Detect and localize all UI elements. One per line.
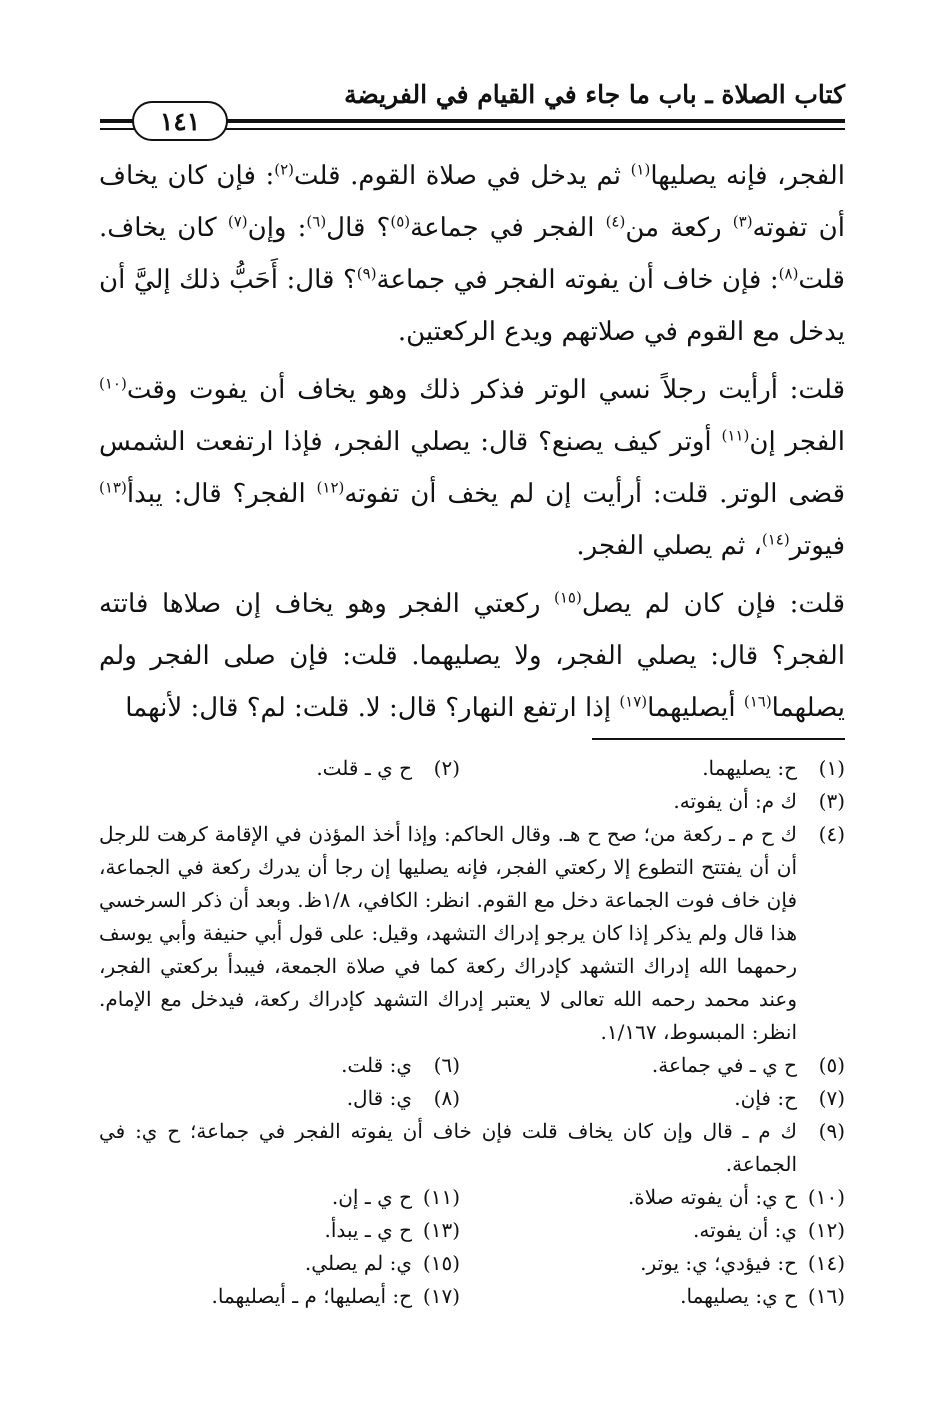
footnote-marker: (٦) — [306, 212, 327, 231]
footnotes-section — [99, 752, 845, 1313]
footnote-number: (١٤) — [807, 1251, 845, 1275]
footnote-marker: (٨) — [778, 264, 799, 283]
paragraph-text-run: الفجر إن — [749, 427, 845, 457]
footnote-row — [99, 1181, 845, 1214]
footnote-marker: (٤) — [605, 212, 626, 231]
footnote-row — [99, 785, 845, 818]
footnote-number: (٢) — [433, 756, 460, 780]
footnote-number: (٨) — [433, 1086, 460, 1110]
paragraph-text-run: ركعتي الفجر وهو يخاف إن صلاها فاتته الفجر؟ قال: يصلي الفجر، ولا يصليهما. قلت: فإن صلى الفجر ولم يصلهما — [99, 589, 845, 723]
running-header-title: كتاب الصلاة ـ باب ما جاء في القيام في الفريضة — [344, 80, 845, 109]
paragraph-text-run: قلت: فإن كان لم يصل — [581, 589, 846, 619]
paragraph-text-run: الفجر في جماعة — [410, 213, 606, 243]
footnote-text: ي: قلت. — [341, 1053, 412, 1077]
footnote-marker: (١٢) — [316, 478, 345, 497]
paragraph-text-run: : فإن خاف أن يفوته الفجر في جماعة — [376, 265, 779, 295]
footnote-number: (١٠) — [807, 1185, 845, 1209]
footnote-text: ك ح م ـ ركعة من؛ صح ح هـ. وقال الحاكم: وإذا أخذ المؤذن في الإقامة كرهت للرجل أن أن يفتتح التطوع إلا ركعتي الفجر، فإنه يصليها إن رجا أن يدرك ركعة في الجماعة، فإن خاف فوت الجماعة دخل مع القوم. انظر: الكافي، ١/٨ظ. وبعد أن ذكر السرخسي هذا قال ولم يذكر إذا كان يرجو إدراك التشهد، وقيل: على قول أبي حنيفة وأبي يوسف رحمهما الله إدراك التشهد كإدراك ركعة كما في صلاة الجمعة، فيبدأ بركعتي الفجر، وعند محمد رحمه الله تعالى لا يعتبر إدراك التشهد كإدراك ركعة، فيدخل مع الإمام. انظر: المبسوط، ١/١٦٧. — [99, 822, 797, 1044]
footnote-number: (١١) — [422, 1185, 460, 1209]
paragraph-text-run: أوتر كيف يصنع؟ قال: يصلي الفجر، فإذا ارتفعت الشمس قضى الوتر. قلت: أرأيت إن لم يخف أن تفوته — [99, 427, 845, 509]
footnote-number: (١٥) — [422, 1251, 460, 1275]
footnote-row — [99, 1247, 845, 1280]
footnote-marker: (٣) — [732, 212, 753, 231]
footnote-number: (٤) — [818, 822, 845, 846]
paragraph-text-run: ، ثم يصلي الفجر. — [576, 531, 762, 561]
paragraph-text-run: ؟ قال — [326, 213, 391, 243]
footnote-row — [99, 1214, 845, 1247]
footnote-text: ي: قال. — [346, 1086, 412, 1110]
footnote-text: ح: يصليهما. — [702, 756, 797, 780]
body-paragraph-1 — [99, 150, 845, 358]
footnote-text: ح: فإن. — [734, 1086, 797, 1110]
paragraph-text-run: ؟ قال: أَحَبُّ ذلك إليَّ أن يدخل مع القوم في صلاتهم ويدع الركعتين. — [99, 265, 845, 347]
footnote-text: ي: أن يفوته. — [692, 1218, 797, 1242]
footnote-separator — [592, 738, 845, 740]
footnote-row — [99, 752, 845, 785]
footnote-text: ك م ـ قال وإن كان يخاف قلت فإن خاف أن يفوته الفجر في جماعة؛ ح ي: في الجماعة. — [99, 1119, 797, 1176]
footnote-marker: (١٦) — [743, 692, 772, 711]
footnote-marker: (١) — [630, 160, 651, 179]
footnote-text: ح ي: أن يفوته صلاة. — [627, 1185, 797, 1209]
footnote-number: (٥) — [818, 1053, 845, 1077]
paragraph-text-run: : وإن — [247, 213, 307, 243]
footnote-marker: (١٠) — [99, 374, 127, 393]
paragraph-text-run: قلت: أرأيت رجلاً نسي الوتر فذكر ذلك وهو يخاف أن يفوت وقت — [126, 375, 845, 405]
footnote-marker: (٩) — [356, 264, 377, 283]
footnote-number: (٩) — [818, 1119, 845, 1143]
footnote-row — [99, 1115, 845, 1181]
body-paragraph-2 — [99, 364, 845, 572]
footnote-number: (١٣) — [422, 1218, 460, 1242]
footnote-marker: (٥) — [390, 212, 411, 231]
footnote-row — [99, 1082, 845, 1115]
footnote-number: (٧) — [818, 1086, 845, 1110]
paragraph-text-run: إذا ارتفع النهار؟ قال: لا. قلت: لم؟ قال: لأنهما — [125, 693, 620, 723]
page-number — [132, 101, 228, 141]
footnote-marker: (١٥) — [553, 588, 582, 607]
footnote-row — [99, 1280, 845, 1313]
paragraph-text-run: ركعة من — [625, 213, 733, 243]
body-paragraph-3 — [99, 578, 845, 734]
footnote-text: ح ي ـ في جماعة. — [651, 1053, 797, 1077]
paragraph-text-run: كان يخاف. قلت — [99, 213, 845, 295]
paragraph-text-run: الفجر، فإنه يصليها — [650, 161, 845, 191]
footnote-row — [99, 1049, 845, 1082]
footnote-number: (٣) — [818, 789, 845, 813]
footnote-text: ح: أيصليها؛ م ـ أيصليهما. — [211, 1284, 412, 1308]
page-number-label: ١٤١ — [159, 106, 201, 136]
paragraph-text-run: الفجر؟ قال: يبدأ — [126, 479, 317, 509]
footnote-number: (٦) — [433, 1053, 460, 1077]
paragraph-text-run: أيصليهما — [647, 693, 744, 723]
footnote-text: ي: لم يصلي. — [304, 1251, 412, 1275]
footnote-row — [99, 818, 845, 1049]
paragraph-text-run: ثم يدخل في صلاة القوم. قلت — [293, 161, 631, 191]
footnote-marker: (١٣) — [99, 478, 127, 497]
footnote-number: (١٦) — [807, 1284, 845, 1308]
paragraph-text-run: : فإن كان يخاف أن تفوته — [99, 161, 845, 243]
footnote-text: ح: فيؤدي؛ ي: يوتر. — [640, 1251, 797, 1275]
footnote-text: ك م: أن يفوته. — [673, 789, 797, 813]
footnote-marker: (٧) — [227, 212, 248, 231]
footnote-text: ح ي ـ إن. — [331, 1185, 412, 1209]
footnote-marker: (٢) — [274, 160, 294, 179]
footnote-marker: (١٤) — [761, 530, 790, 549]
paragraph-text-run: فيوتر — [789, 531, 845, 561]
footnote-marker: (١١) — [721, 426, 750, 445]
footnote-number: (١٧) — [422, 1284, 460, 1308]
footnote-text: ح ي: يصليهما. — [680, 1284, 797, 1308]
footnote-text: ح ي ـ يبدأ. — [324, 1218, 412, 1242]
footnote-number: (١٢) — [807, 1218, 845, 1242]
footnote-marker: (١٧) — [619, 692, 648, 711]
footnote-text: ح ي ـ قلت. — [316, 756, 412, 780]
footnote-number: (١) — [818, 756, 845, 780]
